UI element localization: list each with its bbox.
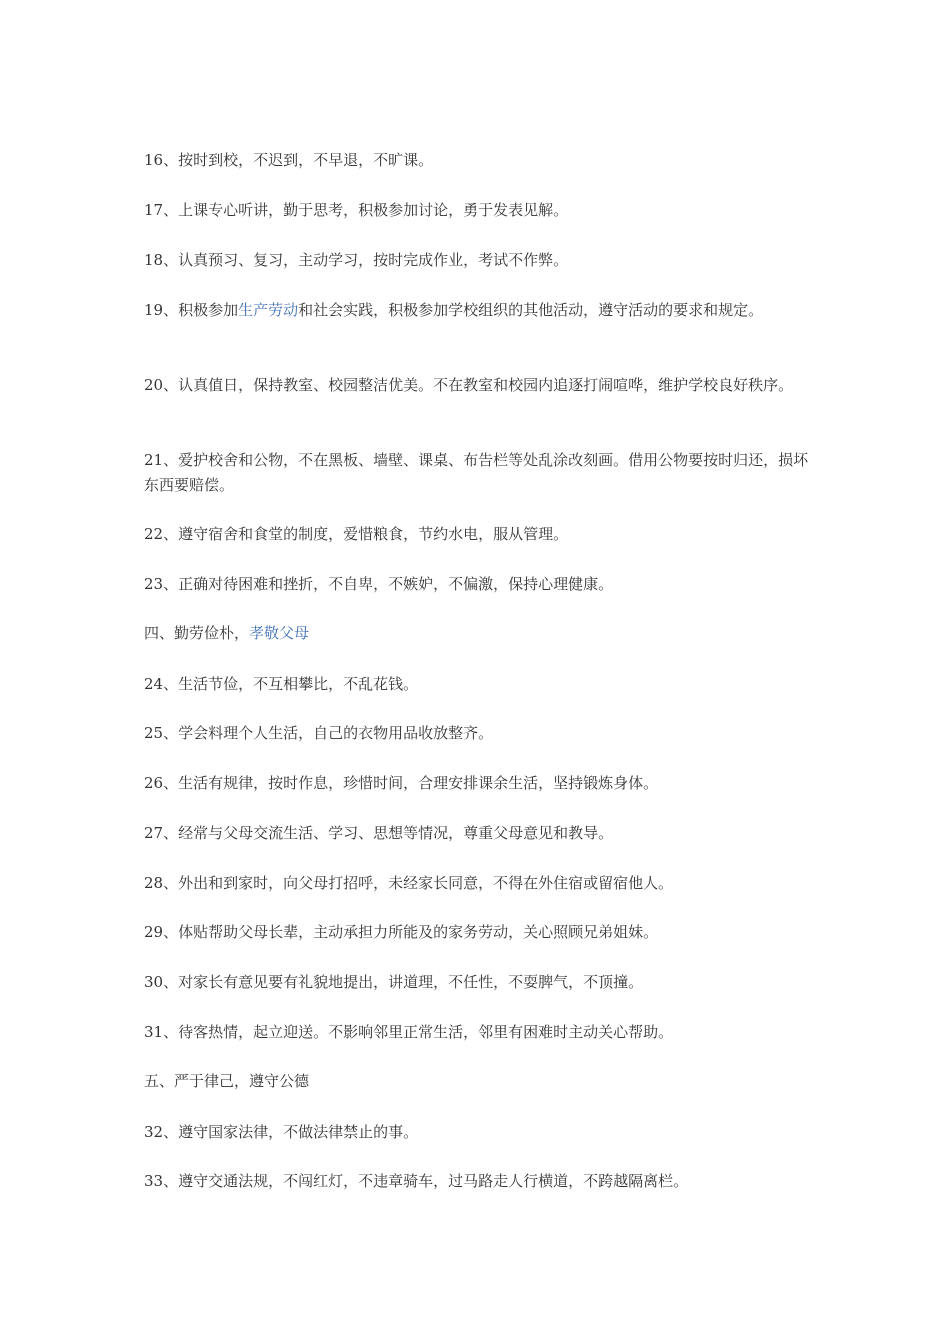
link-production-labor[interactable]: 生产劳动 [238, 301, 299, 319]
link-filial-piety[interactable]: 孝敬父母 [249, 624, 310, 642]
rule-20: 20、认真值日，保持教室、校园整洁优美。不在教室和校园内追逐打闹喧哗，维护学校良好秩序。 [144, 376, 794, 394]
rule-24: 24、生活节俭，不互相攀比，不乱花钱。 [144, 675, 419, 693]
rule-21: 21、爱护校舍和公物，不在黑板、墙壁、课桌、布告栏等处乱涂改刻画。借用公物要按时归还，损坏东西要赔偿。 [144, 451, 809, 494]
section-5-heading: 五、严于律己，遵守公德 [144, 1072, 310, 1090]
rule-27: 27、经常与父母交流生活、学习、思想等情况，尊重父母意见和教导。 [144, 824, 614, 842]
rule-16: 16、按时到校，不迟到，不早退，不旷课。 [144, 151, 434, 169]
rule-33: 33、遵守交通法规，不闯红灯，不违章骑车，过马路走人行横道，不跨越隔离栏。 [144, 1172, 689, 1190]
rule-30: 30、对家长有意见要有礼貌地提出，讲道理，不任性，不耍脾气，不顶撞。 [144, 973, 644, 991]
rule-19-start: 19、积极参加 [144, 301, 239, 319]
rule-19 [144, 298, 814, 323]
section-4-start: 四、勤劳俭朴， [144, 624, 250, 642]
rule-17: 17、上课专心听讲，勤于思考，积极参加讨论，勇于发表见解。 [144, 201, 569, 219]
rule-19-end: 和社会实践，积极参加学校组织的其他活动，遵守活动的要求和规定。 [298, 301, 764, 319]
rule-22: 22、遵守宿舍和食堂的制度，爱惜粮食，节约水电，服从管理。 [144, 525, 569, 543]
rule-25: 25、学会料理个人生活，自己的衣物用品收放整齐。 [144, 724, 494, 742]
rule-26: 26、生活有规律，按时作息，珍惜时间，合理安排课余生活，坚持锻炼身体。 [144, 774, 659, 792]
rule-32: 32、遵守国家法律，不做法律禁止的事。 [144, 1123, 419, 1141]
section-4-heading [144, 621, 814, 646]
rule-18: 18、认真预习、复习，主动学习，按时完成作业，考试不作弊。 [144, 251, 569, 269]
rule-23: 23、正确对待困难和挫折，不自卑，不嫉妒，不偏激，保持心理健康。 [144, 575, 614, 593]
rule-28: 28、外出和到家时，向父母打招呼，未经家长同意，不得在外住宿或留宿他人。 [144, 874, 674, 892]
rule-29: 29、体贴帮助父母长辈，主动承担力所能及的家务劳动，关心照顾兄弟姐妹。 [144, 923, 659, 941]
rule-31: 31、待客热情，起立迎送。不影响邻里正常生活，邻里有困难时主动关心帮助。 [144, 1023, 674, 1041]
